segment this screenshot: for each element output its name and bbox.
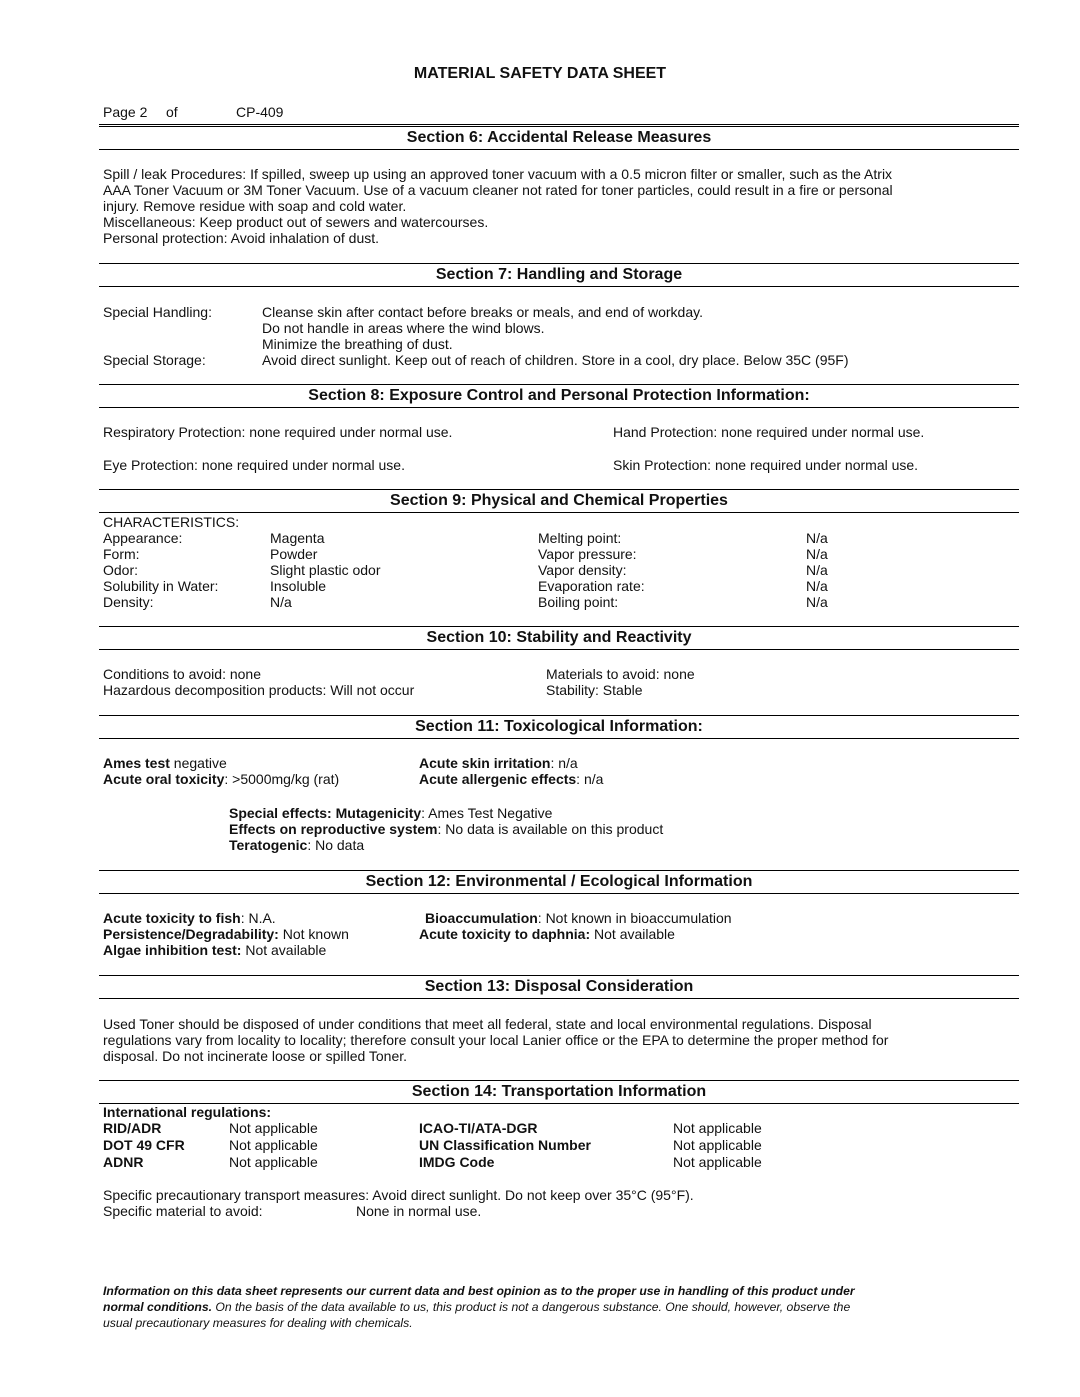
special-handling-label: Special Handling: (103, 304, 212, 320)
property-label: Appearance: (103, 530, 183, 546)
regulation-value: Not applicable (673, 1120, 762, 1136)
fish-value: : N.A. (240, 910, 276, 926)
regulation-label: IMDG Code (419, 1154, 495, 1170)
section-14-heading: Section 14: Transportation Information (411, 1083, 707, 1100)
bioaccumulation (425, 910, 732, 926)
acute-toxicity-daphnia (419, 926, 675, 942)
specific-material-label: Specific material to avoid: (103, 1203, 263, 1219)
doc-code: CP-409 (236, 104, 284, 120)
footer-line (103, 1283, 1018, 1299)
property-label: Density: (103, 594, 154, 610)
property-label: Form: (103, 546, 140, 562)
section-12-heading: Section 12: Environmental / Ecological Information (365, 873, 753, 890)
oral-value: : >5000mg/kg (rat) (224, 771, 340, 787)
section-14-header (99, 1080, 1019, 1104)
algae-label: Algae inhibition test: (103, 942, 242, 958)
property-value: N/a (806, 594, 828, 610)
hand-protection: Hand Protection: none required under normal use. (613, 424, 925, 440)
regulation-label: ADNR (103, 1154, 144, 1170)
special-storage-label: Special Storage: (103, 352, 206, 368)
skin-label: Acute skin irritation (419, 755, 551, 771)
property-value: N/a (806, 562, 828, 578)
skin-protection: Skin Protection: none required under normal use. (613, 457, 919, 473)
allergenic-value: : n/a (576, 771, 604, 787)
property-value: Magenta (270, 530, 325, 546)
conditions-to-avoid: Conditions to avoid: none (103, 666, 261, 682)
property-value: Insoluble (270, 578, 327, 594)
persistence-degradability (103, 926, 349, 942)
property-value: N/a (806, 530, 828, 546)
footer-line: usual precautionary measures for dealing with chemicals. (103, 1316, 413, 1330)
regulation-value: Not applicable (673, 1154, 762, 1170)
materials-to-avoid: Materials to avoid: none (546, 666, 695, 682)
bio-label: Bioaccumulation (425, 910, 538, 926)
body-line: Used Toner should be disposed of under conditions that meet all federal, state and local environmental regulations. Disposal (103, 1016, 872, 1032)
regulation-value: Not applicable (229, 1120, 318, 1136)
ames-test-value: negative (169, 755, 227, 771)
handling-line: Do not handle in areas where the wind blows. (262, 320, 545, 336)
specific-material-value: None in normal use. (356, 1203, 482, 1219)
regulation-value: Not applicable (229, 1154, 318, 1170)
section-6-header (99, 124, 1019, 150)
property-label: Boiling point: (538, 594, 619, 610)
allergenic-label: Acute allergenic effects (419, 771, 577, 787)
eye-protection: Eye Protection: none required under normal use. (103, 457, 405, 473)
section-10-header (99, 626, 1019, 650)
property-label: Solubility in Water: (103, 578, 219, 594)
property-label: Odor: (103, 562, 139, 578)
property-value: Slight plastic odor (270, 562, 381, 578)
ames-test-label: Ames test (103, 755, 170, 771)
ames-test (103, 755, 227, 771)
section-13-heading: Section 13: Disposal Consideration (424, 978, 694, 995)
of-label: of (166, 104, 178, 120)
regulation-label: RID/ADR (103, 1120, 162, 1136)
footer-bold-1: Information on this data sheet represents our current data and best opinion as to the proper use in handling of this product under (103, 1284, 855, 1298)
special-storage-text: Avoid direct sunlight. Keep out of reach of children. Store in a cool, dry place. Below 35C (95F) (262, 352, 849, 368)
acute-skin-irritation (419, 755, 578, 771)
property-label: Vapor pressure: (538, 546, 637, 562)
transport-precaution: Specific precautionary transport measures: Avoid direct sunlight. Do not keep over 35°C (95°F). (103, 1187, 694, 1203)
international-regulations-label: International regulations: (103, 1104, 272, 1120)
regulation-label: ICAO-TI/ATA-DGR (419, 1120, 538, 1136)
fish-label: Acute toxicity to fish (103, 910, 241, 926)
property-value: N/a (806, 546, 828, 562)
algae-value: Not available (241, 942, 327, 958)
regulation-label: UN Classification Number (419, 1137, 591, 1153)
regulation-value: Not applicable (673, 1137, 762, 1153)
section-7-heading: Section 7: Handling and Storage (435, 266, 683, 283)
property-label: Melting point: (538, 530, 622, 546)
special-effects (229, 805, 552, 821)
persist-value: Not known (278, 926, 349, 942)
persist-label: Persistence/Degradability: (103, 926, 279, 942)
respiratory-protection: Respiratory Protection: none required under normal use. (103, 424, 453, 440)
regulation-label: DOT 49 CFR (103, 1137, 185, 1153)
property-value: Powder (270, 546, 318, 562)
repro-label: Effects on reproductive system (229, 821, 438, 837)
oral-label: Acute oral toxicity (103, 771, 225, 787)
daphnia-value: Not available (590, 926, 675, 942)
daphnia-label: Acute toxicity to daphnia: (419, 926, 591, 942)
regulation-value: Not applicable (229, 1137, 318, 1153)
body-line: Miscellaneous: Keep product out of sewers and watercourses. (103, 214, 489, 230)
body-line: disposal. Do not incinerate loose or spilled Toner. (103, 1048, 408, 1064)
property-value: N/a (270, 594, 292, 610)
document-title: MATERIAL SAFETY DATA SHEET (413, 65, 667, 82)
section-13-header (99, 975, 1019, 999)
reproductive-effects (229, 821, 663, 837)
algae-inhibition (103, 942, 326, 958)
page-label: Page 2 (103, 104, 148, 120)
stability: Stability: Stable (546, 682, 643, 698)
footer-line (103, 1299, 1018, 1315)
bio-value: : Not known in bioaccumulation (537, 910, 732, 926)
property-label: Evaporation rate: (538, 578, 645, 594)
teratogenic (229, 837, 364, 853)
section-9-header (99, 489, 1019, 513)
property-label: Vapor density: (538, 562, 627, 578)
section-7-header (99, 263, 1019, 287)
body-line: injury. Remove residue with soap and cold water. (103, 198, 407, 214)
section-12-header (99, 870, 1019, 894)
hazardous-decomposition: Hazardous decomposition products: Will not occur (103, 682, 415, 698)
section-6-heading: Section 6: Accidental Release Measures (406, 129, 712, 146)
section-8-header (99, 384, 1019, 408)
section-11-header (99, 715, 1019, 739)
special-label: Special effects: Mutagenicity (229, 805, 422, 821)
body-line: Personal protection: Avoid inhalation of dust. (103, 230, 380, 246)
body-line: regulations vary from locality to locality; therefore consult your local Lanier office or the EPA to determine the proper method for (103, 1032, 889, 1048)
section-13-body (103, 1016, 1018, 1064)
footer-bold-2: normal conditions. (103, 1300, 213, 1314)
section-10-heading: Section 10: Stability and Reactivity (426, 629, 692, 646)
section-6-body (103, 166, 1018, 246)
characteristics-label: CHARACTERISTICS: (103, 514, 240, 530)
footer-rest-2: On the basis of the data available to us, this product is not a dangerous substance. One should, however, observe the (212, 1300, 851, 1314)
skin-value: : n/a (550, 755, 578, 771)
terato-value: : No data (307, 837, 365, 853)
section-9-heading: Section 9: Physical and Chemical Properties (390, 492, 728, 509)
body-line: Spill / leak Procedures: If spilled, sweep up using an approved toner vacuum with a 0.5 micron filter or smaller, such as the Atrix (103, 166, 893, 182)
property-value: N/a (806, 578, 828, 594)
handling-line: Cleanse skin after contact before breaks or meals, and end of workday. (262, 304, 703, 320)
acute-toxicity-fish (103, 910, 276, 926)
repro-value: : No data is available on this product (437, 821, 664, 837)
special-value: : Ames Test Negative (421, 805, 553, 821)
handling-line: Minimize the breathing of dust. (262, 336, 453, 352)
terato-label: Teratogenic (229, 837, 308, 853)
acute-oral-toxicity (103, 771, 339, 787)
acute-allergenic-effects (419, 771, 603, 787)
footer-disclaimer (103, 1283, 1018, 1331)
section-11-heading: Section 11: Toxicological Information: (415, 718, 703, 735)
body-line: AAA Toner Vacuum or 3M Toner Vacuum. Use of a vacuum cleaner not rated for toner particles, could result in a fire or personal (103, 182, 893, 198)
section-8-heading: Section 8: Exposure Control and Personal Protection Information: (308, 387, 810, 404)
